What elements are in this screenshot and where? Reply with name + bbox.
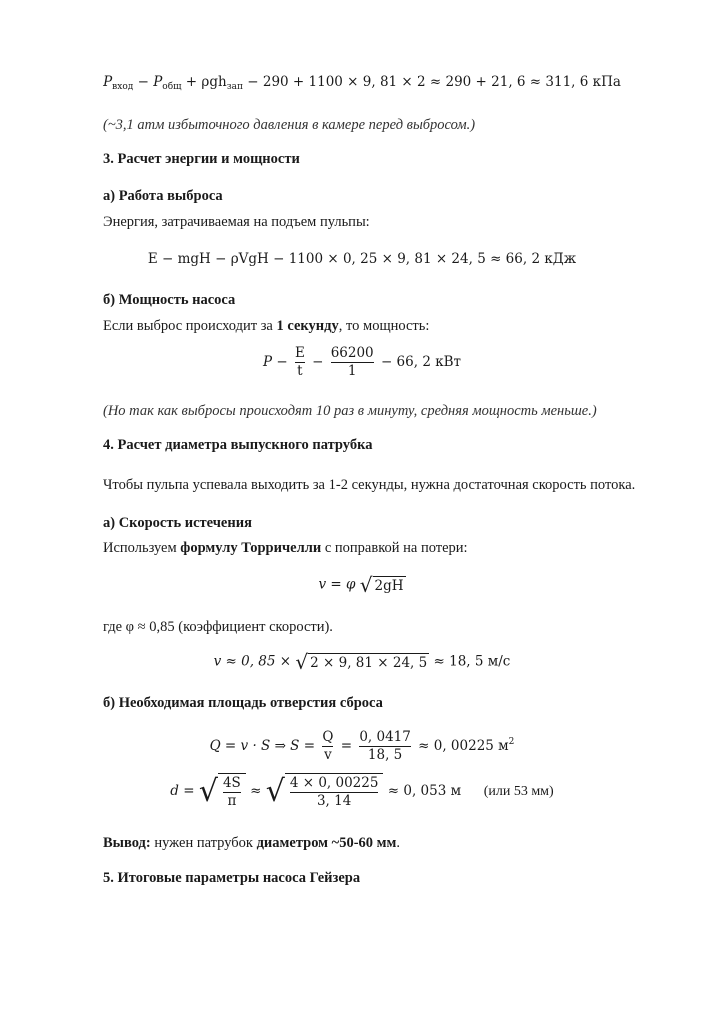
equation-diameter: d = √ $\frac{4S}{\pi}$ ≈ √ $\frac{4 \times 0, 00225}{3, 14}$ ≈ 0, 053 м (или 53 мм) — [170, 774, 554, 809]
subsection-power-title: б) Мощность насоса — [103, 292, 236, 308]
equation-energy: E − mgH − ρVgH − 1100 × 0, 25 × 9, 81 × 24, 5 ≈ 66, 2 кДж — [147, 251, 577, 267]
fraction-diameter-calc: $\frac{4 \times 0, 00225}{3, 14}$ — [289, 775, 379, 809]
fraction-66200-over-1: $\frac{66200}{1}$ — [330, 345, 374, 379]
fraction-q-over-v: $\frac{Q}{v}$ — [322, 729, 334, 763]
sqrt-symbol: √ $\frac{4S}{\pi}$ — [199, 773, 246, 810]
sqrt-symbol: √ 2gH — [359, 573, 404, 597]
section-3-title: 3. Расчет энергии и мощности — [103, 151, 300, 167]
note-pressure: (~3,1 атм избыточного давления в камере перед выбросом.) — [103, 117, 476, 133]
section-4-title: 4. Расчет диаметра выпускного патрубка — [103, 437, 373, 453]
note-power: (Но так как выбросы происходят 10 раз в минуту, средняя мощность меньше.) — [103, 403, 597, 419]
equation-pressure: $P_{вход} - P_{общ} + \rho gh_{зап} - 290 + 1100 \times 9$, 81 × 2 ≈ 290 + 21, 6 ≈ 311, 6 кПа — [103, 74, 621, 92]
fraction-4s-over-pi: $\frac{4S}{\pi}$ — [222, 775, 241, 809]
equation-torricelli: v = φ √ 2gH — [318, 573, 404, 597]
equation-power: P − $\frac{E}{t}$ − $\frac{66200}{1}$ − 66, 2 кВт — [262, 345, 462, 379]
sqrt-symbol: √ 2 × 9, 81 × 24, 5 — [295, 650, 428, 674]
fraction-e-over-t: $\frac{E}{t}$ — [294, 345, 305, 379]
subsection-area-title: б) Необходимая площадь отверстия сброса — [103, 695, 383, 711]
subsection-work-title: а) Работа выброса — [103, 188, 223, 204]
sqrt-symbol: √ $\frac{4 \times 0, 00225}{3, 14}$ — [266, 773, 384, 810]
phi-note: где φ ≈ 0,85 (коэффициент скорости). — [103, 619, 333, 635]
section-5-title: 5. Итоговые параметры насоса Гейзера — [103, 870, 361, 886]
subsection-speed-title: а) Скорость истечения — [103, 515, 252, 531]
equation-speed: v ≈ 0, 85 × √ 2 × 9, 81 × 24, 5 ≈ 18, 5 м/с — [213, 650, 511, 674]
energy-intro: Энергия, затрачиваемая на подъем пульпы: — [103, 214, 370, 230]
fraction-flow-over-speed: $\frac{0, 0417}{18, 5}$ — [359, 729, 411, 763]
equation-area: Q = v · S ⇒ S = $\frac{Q}{v}$ = $\frac{0, 0417}{18, 5}$ ≈ 0, 00225 $м^2$ — [209, 729, 515, 763]
power-intro: Если выброс происходит за 1 секунду, то мощность: — [103, 318, 430, 334]
torricelli-intro: Используем формулу Торричелли с поправкой на потери: — [103, 540, 468, 556]
conclusion: Вывод: нужен патрубок диаметром ~50-60 мм. — [103, 835, 401, 851]
flow-intro: Чтобы пульпа успевала выходить за 1-2 секунды, нужна достаточная скорость потока. — [103, 477, 636, 493]
